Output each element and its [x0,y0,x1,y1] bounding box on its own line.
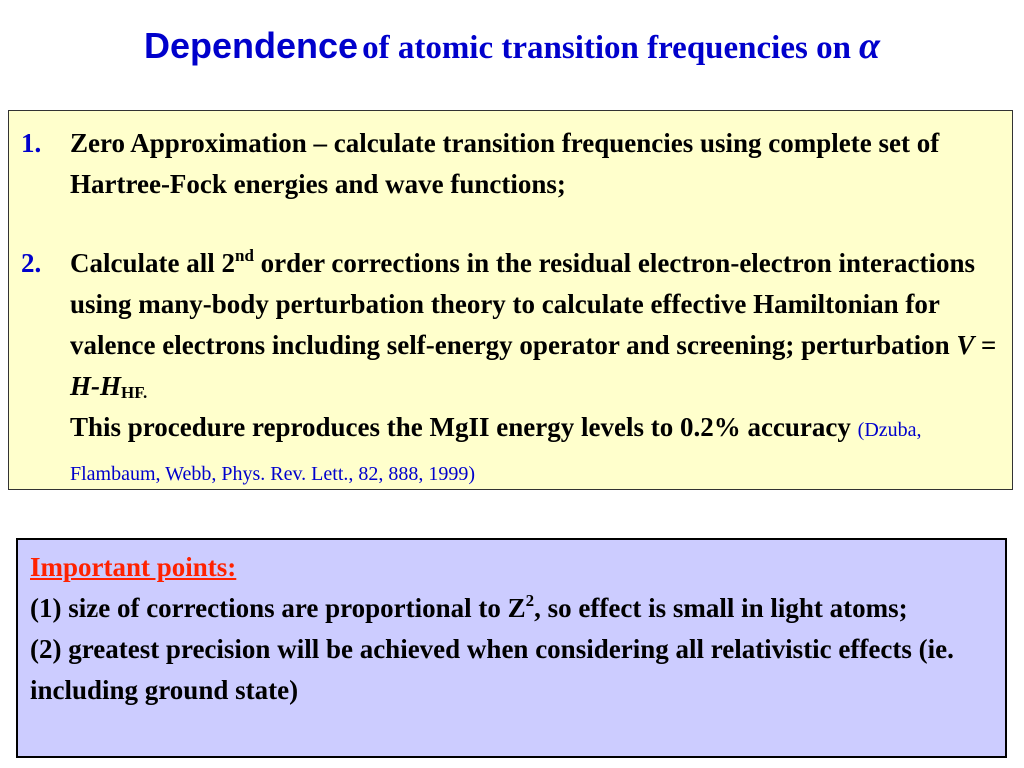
z-squared-superscript: 2 [525,591,535,610]
step-2-text-start: Calculate all 2 [70,248,235,278]
step-2-text-middle: order corrections in the residual electron-electron interactions using many-body perturbation theory to calculate effective Hamiltonian for valence electrons including self-energy operator and screening; perturbation [70,248,975,360]
important-points-heading: Important points: [30,552,237,582]
important-points-box [16,538,1007,758]
title-alpha-symbol: α [858,25,880,67]
point-1-text-start: (1) size of corrections are proportional to Z [30,593,526,623]
steps-box [8,110,1013,490]
title-keyword: Dependence [144,25,359,66]
step-number-1: 1. [21,128,42,158]
title-rest: of atomic transition frequencies on [362,30,851,66]
ordinal-superscript: nd [234,246,254,265]
step-text-1: Zero Approximation – calculate transition frequencies using complete set of Hartree-Fock energies and wave functions; [70,128,940,199]
step-text-2 [70,243,1000,495]
important-point-1 [30,588,995,629]
citation: (Dzuba, Flambaum, Webb, Phys. Rev. Lett., 82, 888, 1999) [70,419,922,485]
important-point-2: (2) greatest precision will be achieved when considering all relativistic effects (ie. including ground state) [30,634,954,705]
step-2-text-end: This procedure reproduces the MgII energy levels to 0.2% accuracy [70,412,851,442]
point-1-text-end: , so effect is small in light atoms; [534,593,908,623]
important-points-content [30,547,995,711]
step-number-2: 2. [21,248,42,278]
formula-subscript: HF. [121,383,148,402]
perturbation-formula: V = H-H [70,330,997,401]
slide-title [0,24,1024,68]
